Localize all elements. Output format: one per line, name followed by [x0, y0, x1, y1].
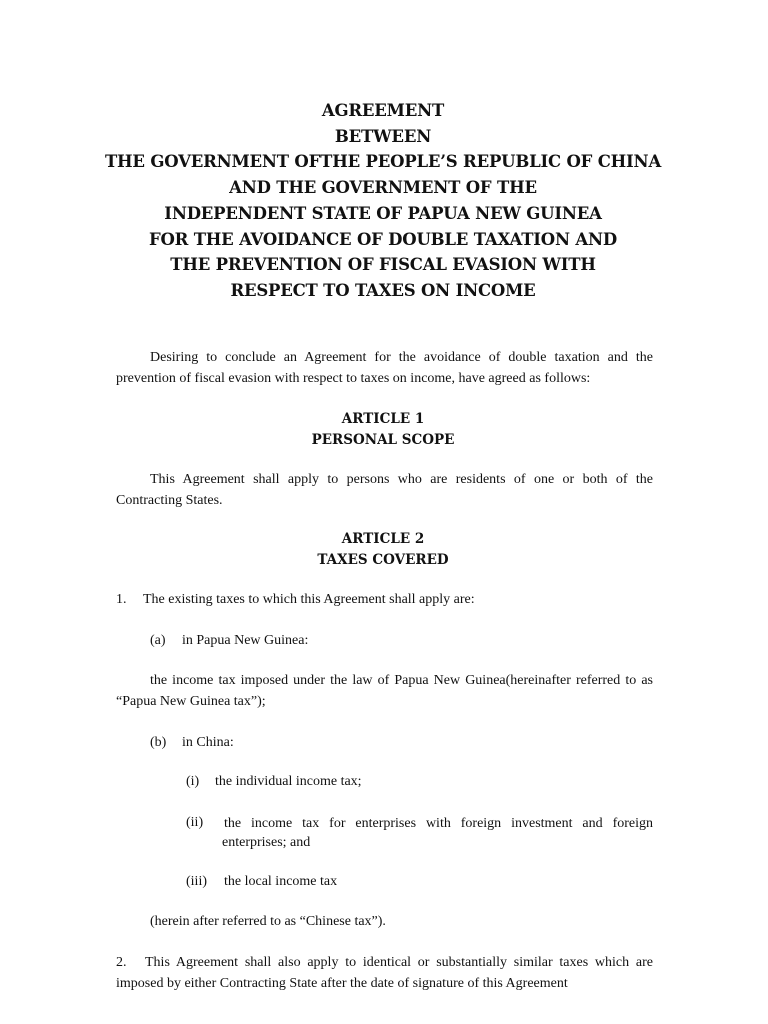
paragraph-text: The existing taxes to which this Agreement shall apply are:	[143, 592, 475, 607]
item-b	[150, 733, 234, 754]
subitem-label: (ii)	[186, 815, 204, 830]
item-text: in Papua New Guinea:	[182, 633, 309, 648]
item-a	[150, 631, 308, 652]
item-text: in China:	[182, 735, 234, 750]
title-line: THE GOVERNMENT OFTHE PEOPLE’S REPUBLIC OF CHINA	[104, 152, 662, 172]
article-title: PERSONAL SCOPE	[311, 431, 455, 448]
article-number: ARTICLE 2	[341, 531, 425, 547]
item-b-description: (herein after referred to as “Chinese tax”).	[150, 914, 386, 929]
paragraph-2	[116, 953, 653, 994]
subitem-text: the local income tax	[224, 874, 338, 889]
subitem-iii	[186, 872, 337, 893]
title-line: AGREEMENT	[321, 101, 445, 120]
paragraph-1	[116, 590, 475, 611]
item-a-description: the income tax imposed under the law of Papua New Guinea(hereinafter referred to as “Papua New Guinea tax”);	[116, 673, 653, 709]
item-label: (b)	[150, 735, 167, 750]
agreement-title	[100, 98, 666, 304]
subitem-text: the income tax for enterprises with foreign investment and foreign enterprises; and	[222, 816, 653, 850]
paragraph-text: This Agreement shall also apply to identical or substantially similar taxes which are imposed by either Contracting State after the date of signature of this Agreement	[116, 955, 653, 991]
title-line: RESPECT TO TAXES ON INCOME	[230, 280, 536, 300]
title-line: FOR THE AVOIDANCE OF DOUBLE TAXATION AND	[148, 229, 618, 249]
paragraph-number: 2.	[116, 955, 127, 970]
article-1-heading	[100, 409, 666, 450]
paragraph-number: 1.	[116, 592, 127, 607]
subitem-label: (iii)	[186, 874, 207, 889]
article-1-text: This Agreement shall apply to persons who are residents of one or both of the Contracting States.	[116, 472, 653, 508]
article-2-heading	[100, 529, 666, 570]
subitem-text: the individual income tax;	[215, 774, 362, 789]
preamble-paragraph: Desiring to conclude an Agreement for the avoidance of double taxation and the prevention of fiscal evasion with respect to taxes on income, have agreed as follows:	[116, 350, 653, 386]
subitem-i	[186, 772, 362, 793]
title-line: BETWEEN	[334, 126, 432, 146]
subitem-label: (i)	[186, 774, 200, 789]
article-number: ARTICLE 1	[341, 411, 425, 427]
title-line: AND THE GOVERNMENT OF THE	[229, 178, 537, 198]
title-line: INDEPENDENT STATE OF PAPUA NEW GUINEA	[164, 203, 602, 223]
article-title: TAXES COVERED	[317, 551, 449, 568]
title-line: THE PREVENTION OF FISCAL EVASION WITH	[170, 255, 596, 275]
item-label: (a)	[150, 633, 166, 648]
